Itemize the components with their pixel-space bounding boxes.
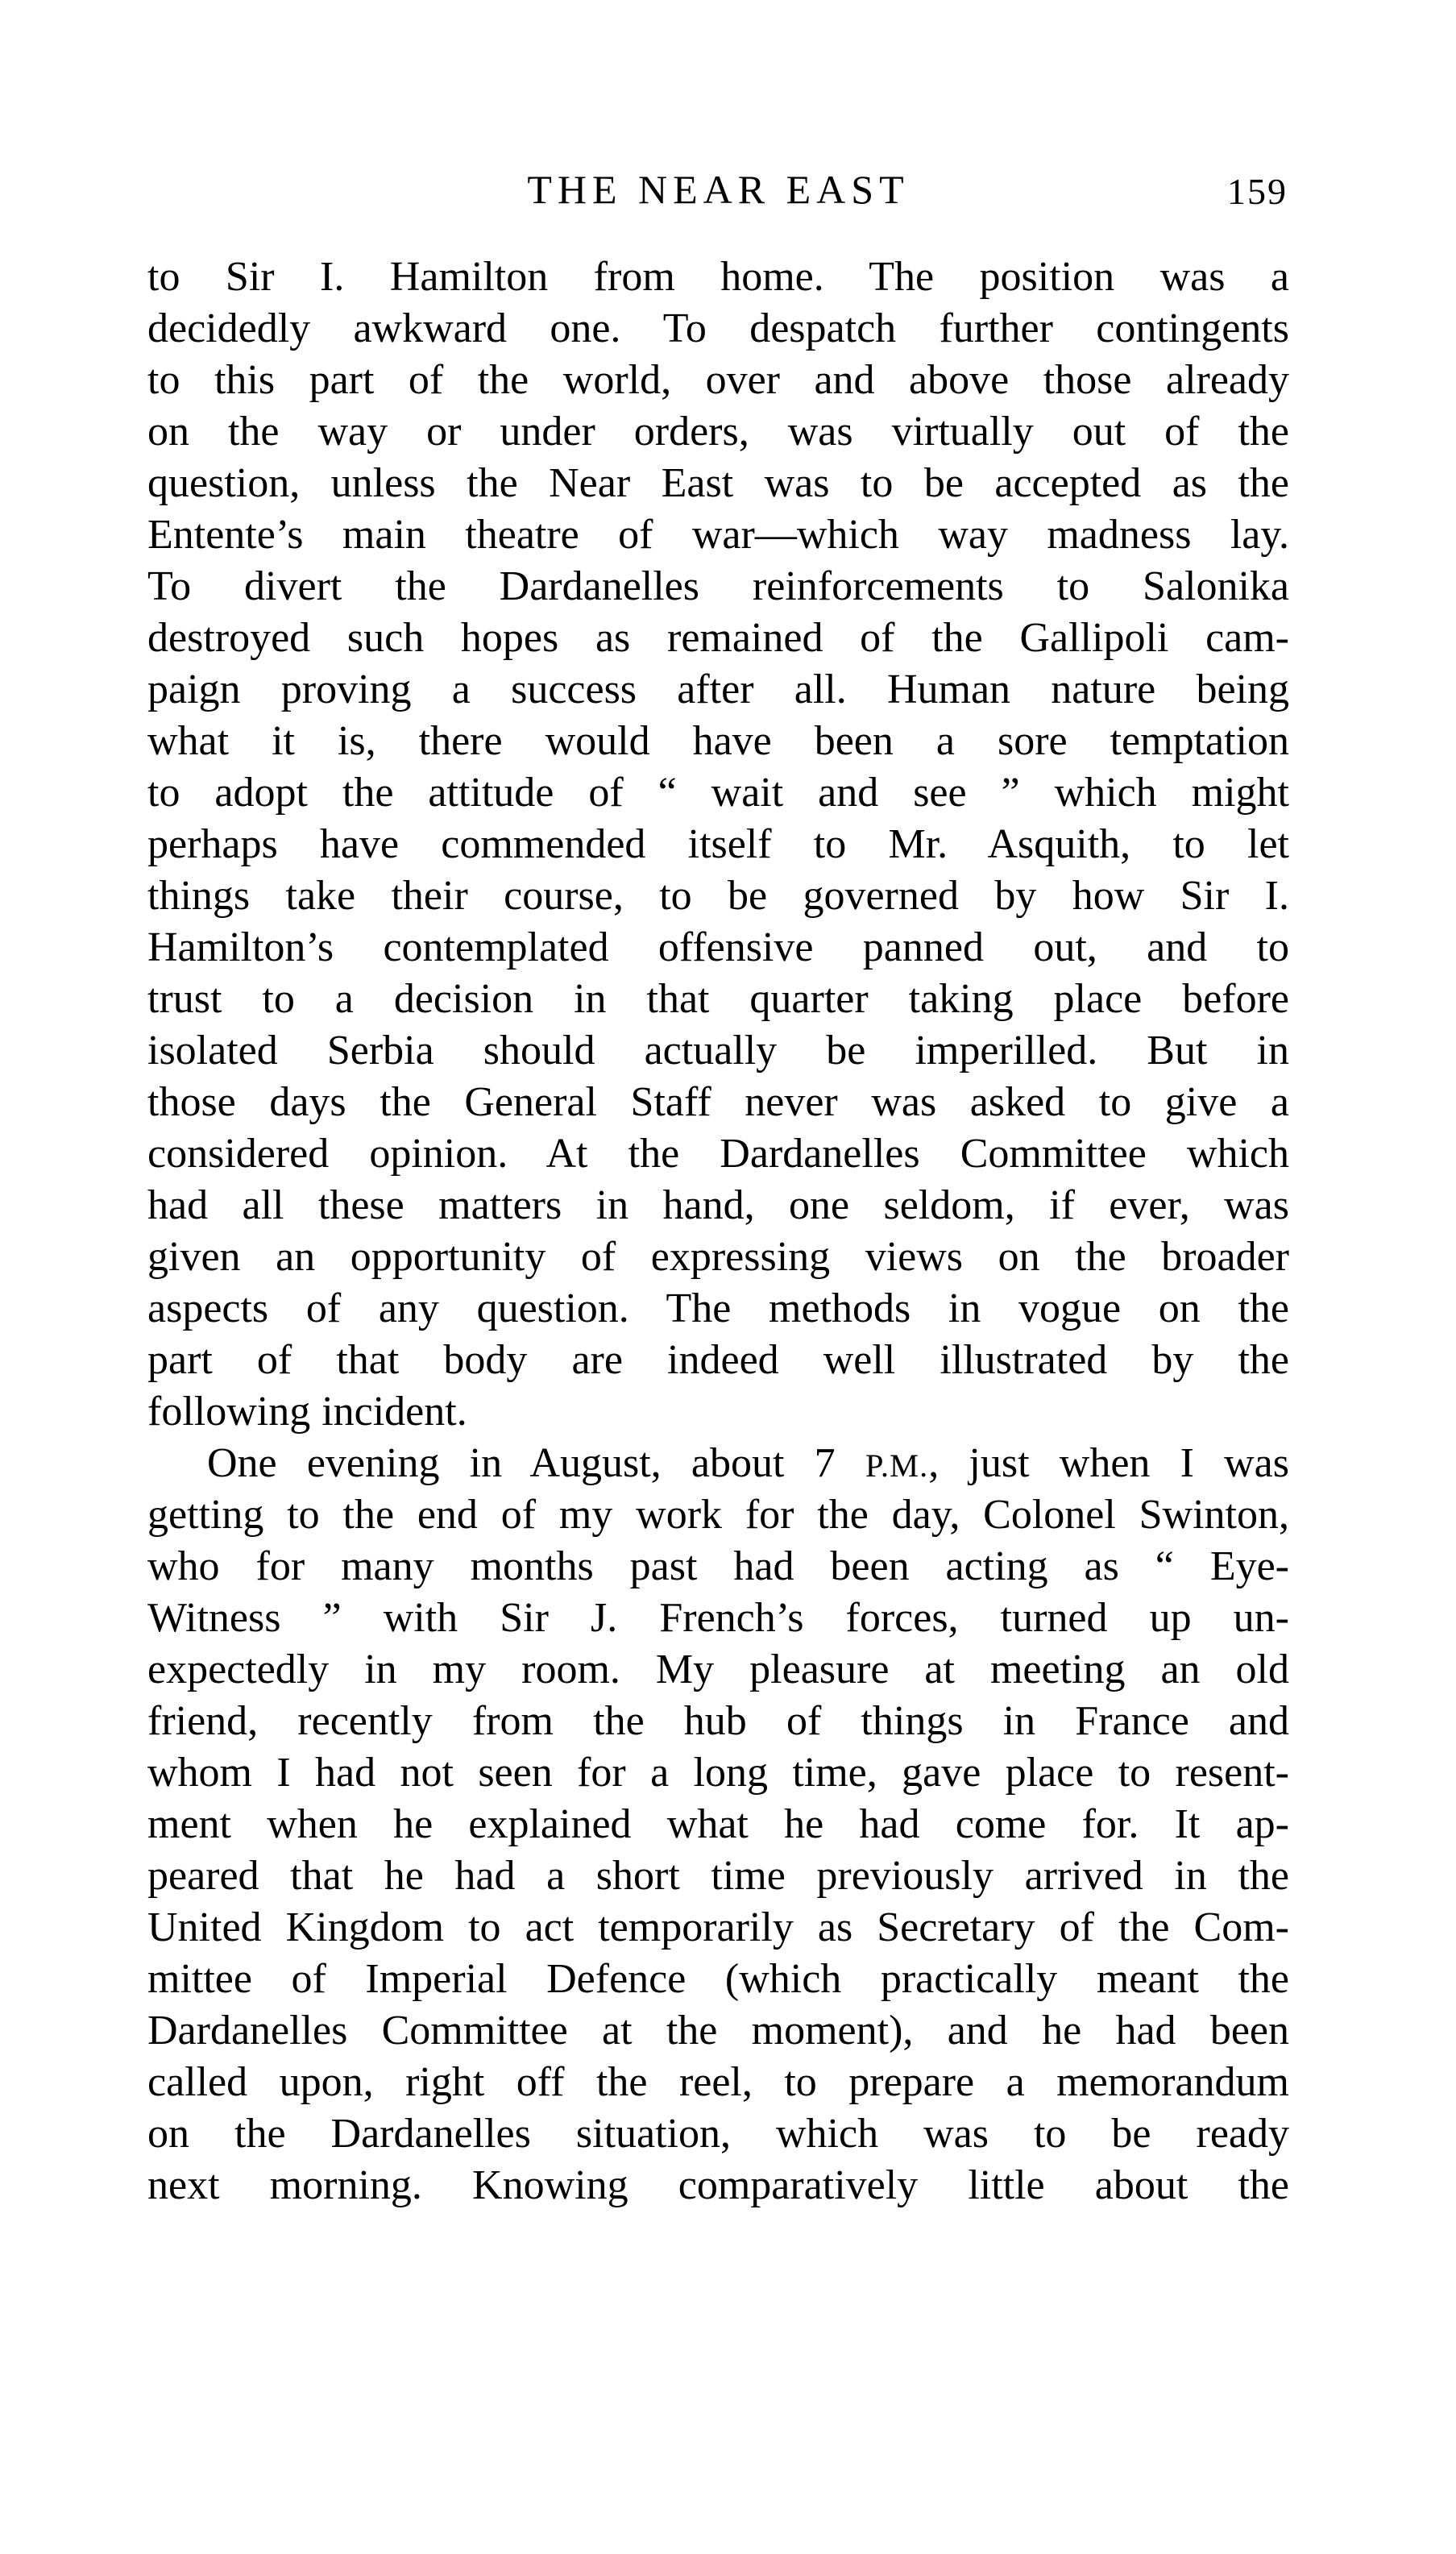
text-line: given an opportunity of expressing views on the broader [147, 1234, 1289, 1280]
text-line: Dardanelles Committee at the moment), and he had been [147, 2008, 1289, 2054]
text-line: those days the General Staff never was asked to give a [147, 1079, 1289, 1125]
text-line: Hamilton’s contemplated offensive panned out, and to [147, 924, 1289, 970]
text-line: expectedly in my room. My pleasure at meeting an old [147, 1647, 1289, 1692]
text-line: on the way or under orders, was virtually out of the [147, 409, 1289, 455]
text-line: next morning. Knowing comparatively little about the [147, 2162, 1289, 2208]
text-line: isolated Serbia should actually be imperilled. But in [147, 1028, 1289, 1074]
text-line: trust to a decision in that quarter taking place before [147, 976, 1289, 1022]
small-caps-pm: P.M. [865, 1447, 929, 1484]
text-line: to Sir I. Hamilton from home. The position was a [147, 254, 1289, 300]
text-line: who for many months past had been acting as “ Eye- [147, 1543, 1289, 1589]
page-number: 159 [1227, 171, 1288, 212]
text-line: perhaps have commended itself to Mr. Asquith, to let [147, 821, 1289, 867]
text-line: to adopt the attitude of “ wait and see ” which might [147, 770, 1289, 816]
text-line: aspects of any question. The methods in vogue on the [147, 1285, 1289, 1331]
text-line: to this part of the world, over and above those already [147, 357, 1289, 403]
page-body [147, 251, 1289, 2211]
running-header-title: THE NEAR EAST [527, 167, 910, 212]
text-line: ment when he explained what he had come for. It ap- [147, 1801, 1289, 1847]
text-line: part of that body are indeed well illustrated by the [147, 1337, 1289, 1383]
text-line: what it is, there would have been a sore temptation [147, 718, 1289, 764]
text-line: had all these matters in hand, one seldom, if ever, was [147, 1182, 1289, 1228]
text-line: Entente’s main theatre of war—which way madness lay. [147, 512, 1289, 558]
text-line: decidedly awkward one. To despatch further contingents [147, 305, 1289, 351]
text-line: considered opinion. At the Dardanelles Committee which [147, 1131, 1289, 1177]
text-line: things take their course, to be governed by how Sir I. [147, 873, 1289, 919]
text-line: peared that he had a short time previously arrived in the [147, 1853, 1289, 1899]
text-line: question, unless the Near East was to be accepted as the [147, 460, 1289, 506]
text-line: friend, recently from the hub of things in France and [147, 1698, 1289, 1744]
text-line: following incident. [147, 1389, 467, 1435]
text-line: on the Dardanelles situation, which was to be ready [147, 2111, 1289, 2157]
text-line: Witness ” with Sir J. French’s forces, turned up un- [147, 1595, 1289, 1641]
text-line: whom I had not seen for a long time, gave place to resent- [147, 1750, 1289, 1796]
text-line: getting to the end of my work for the day, Colonel Swinton, [147, 1492, 1289, 1538]
text-line: United Kingdom to act temporarily as Secretary of the Com- [147, 1904, 1289, 1950]
text-line: paign proving a success after all. Human nature being [147, 667, 1289, 712]
text-line: One evening in August, about 7 P.M., just when I was [207, 1440, 1289, 1486]
text-line: mittee of Imperial Defence (which practically meant the [147, 1956, 1289, 2002]
text-line: destroyed such hopes as remained of the Gallipoli cam- [147, 615, 1289, 661]
page-header [147, 166, 1289, 218]
text-line: called upon, right off the reel, to prepare a memorandum [147, 2059, 1289, 2105]
text-line: To divert the Dardanelles reinforcements to Salonika [147, 563, 1289, 609]
